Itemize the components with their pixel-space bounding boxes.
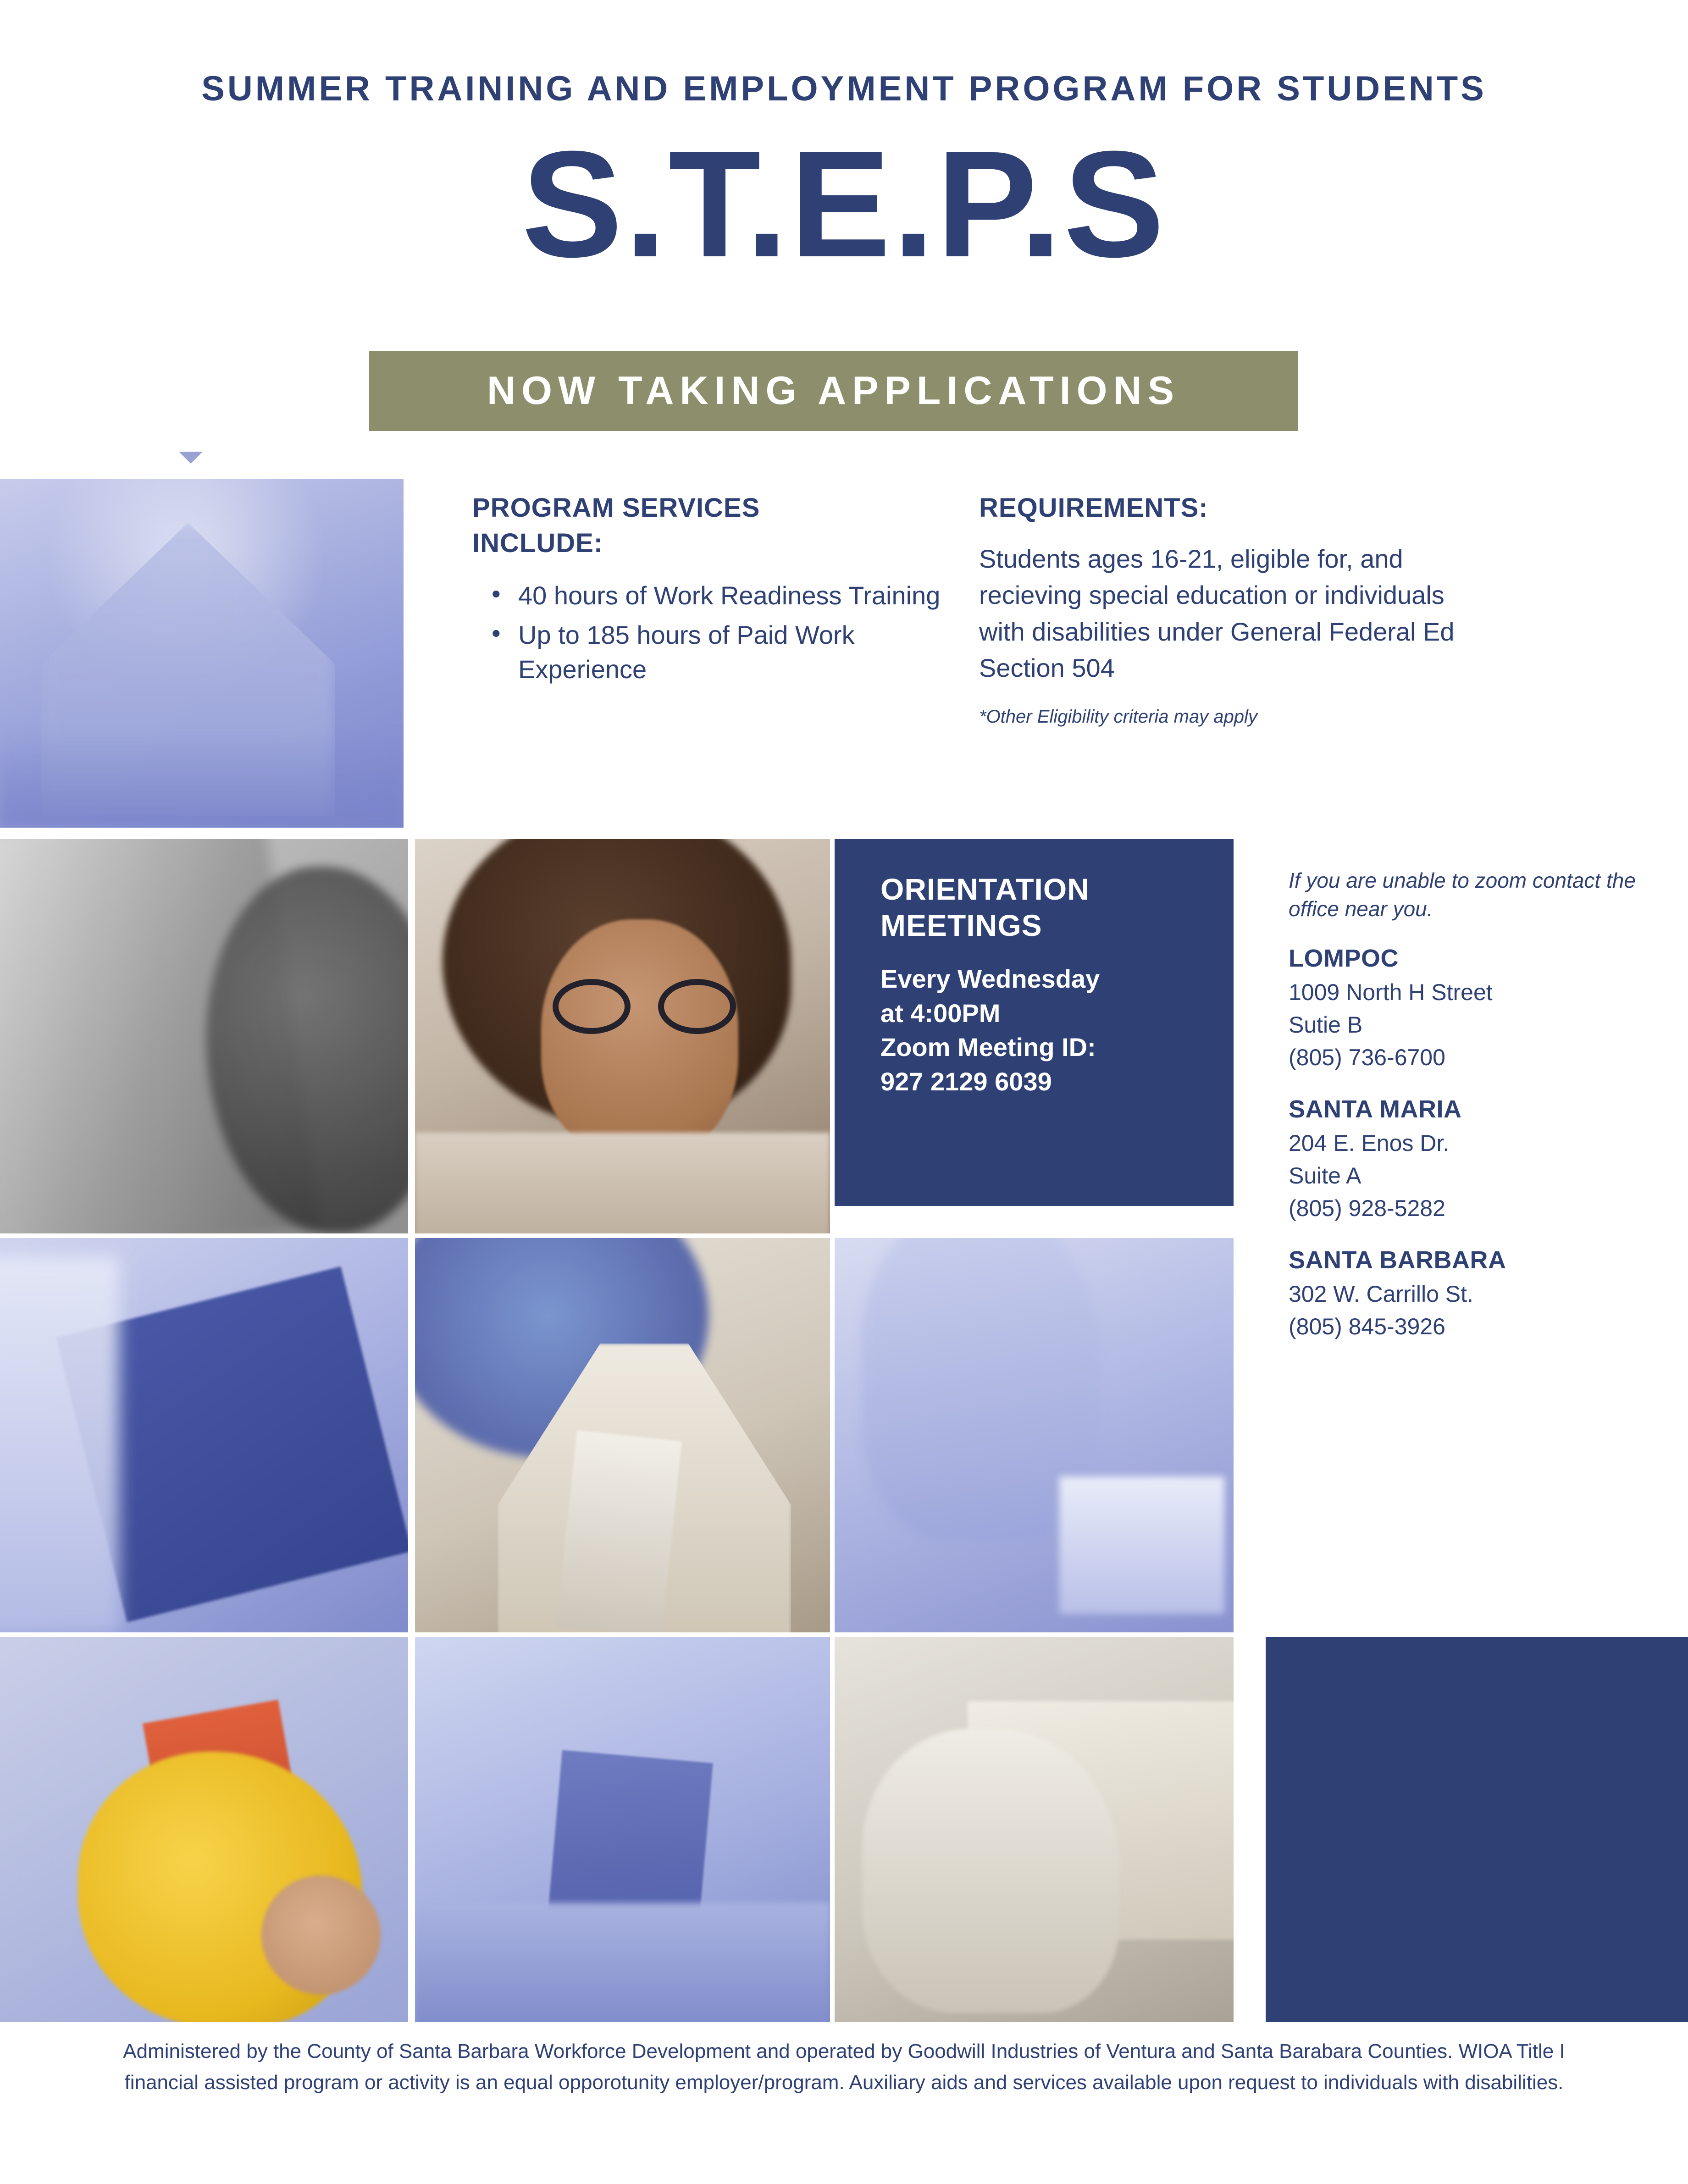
office-lompoc [1289, 944, 1637, 1074]
photo-tablet-hands [415, 1637, 830, 2022]
photo-detail-jeans [415, 1903, 830, 2022]
contact-note: If you are unable to zoom contact the office near you. [1289, 868, 1636, 921]
contact-offices-section [1289, 867, 1637, 1343]
list-item: • Up to 185 hours of Paid Work Experience [472, 618, 958, 687]
photo-office-blue [835, 1238, 1234, 1632]
orientation-meetings-block [880, 871, 1211, 1099]
requirements-heading: REQUIREMENTS: [979, 493, 1208, 523]
photo-detail-sleeve [862, 1729, 1119, 2013]
orientation-zoom-label: Zoom Meeting ID: [880, 1033, 1096, 1062]
office-address-line: Sutie B [1289, 1012, 1363, 1038]
photo-detail-shirt [415, 1133, 830, 1233]
ribbon-label: NOW TAKING APPLICATIONS [487, 369, 1180, 413]
services-heading-line1: PROGRAM SERVICES [472, 493, 760, 523]
office-address-line: Suite A [1289, 1163, 1361, 1189]
photo-detail-face [541, 919, 738, 1158]
page-title: S.T.E.P.S [521, 119, 1167, 288]
glasses-icon [553, 979, 736, 1034]
office-santa-maria [1289, 1095, 1637, 1225]
list-item: • 40 hours of Work Readiness Training [472, 578, 958, 613]
requirements-note: *Other Eligibility criteria may apply [979, 706, 1257, 727]
photo-building-grayscale [0, 839, 408, 1233]
office-name: LOMPOC [1289, 945, 1399, 973]
navy-block [1266, 1637, 1688, 2022]
photo-notebook-blue [0, 1238, 408, 1632]
office-name: SANTA MARIA [1289, 1095, 1462, 1123]
office-address-line: 204 E. Enos Dr. [1289, 1130, 1450, 1156]
building-photo [0, 479, 404, 828]
office-phone[interactable]: (805) 928-5282 [1289, 1195, 1445, 1222]
photo-student-books [415, 1238, 830, 1632]
office-address-line: 302 W. Carrillo St. [1289, 1281, 1473, 1307]
orientation-zoom-id: 927 2129 6039 [880, 1067, 1052, 1096]
services-list [472, 578, 958, 687]
photo-carrying-box [835, 1637, 1234, 2022]
requirements-body: Students ages 16-21, eligible for, and recieving special education or individuals with disabilities under General Federal Ed Section 504 [979, 544, 1455, 683]
program-services-section [472, 491, 958, 691]
orientation-title-line2: MEETINGS [880, 908, 1042, 943]
requirements-section [979, 491, 1465, 727]
orientation-title-line1: ORIENTATION [880, 872, 1090, 906]
applications-ribbon [369, 351, 1298, 431]
office-name: SANTA BARBARA [1289, 1246, 1506, 1274]
orientation-time: at 4:00PM [880, 998, 1001, 1028]
office-phone[interactable]: (805) 736-6700 [1289, 1045, 1445, 1071]
photo-yellow-jacket [0, 1637, 408, 2022]
triangle-accent-icon [179, 452, 203, 464]
photo-detail-book [556, 1430, 682, 1632]
program-eyebrow-text: SUMMER TRAINING AND EMPLOYMENT PROGRAM FOR STUDENTS [201, 69, 1487, 108]
footer-disclaimer: Administered by the County of Santa Barbara Workforce Development and operated by Goodwill Industries of Ventura and Santa Barabara Counties. WIOA Title I financial assisted program or activity is an equal opporotunity employer/program. Auxiliary aids and services available upon request to individuals with disabilities. [123, 2040, 1565, 2094]
office-phone[interactable]: (805) 845-3926 [1289, 1314, 1445, 1340]
office-address-line: 1009 North H Street [1289, 979, 1493, 1006]
office-santa-barbara [1289, 1246, 1637, 1343]
orientation-day: Every Wednesday [880, 964, 1100, 994]
photo-student-portrait [415, 839, 830, 1233]
services-heading-line2: INCLUDE: [472, 528, 603, 558]
photo-detail-hand [261, 1875, 381, 1995]
